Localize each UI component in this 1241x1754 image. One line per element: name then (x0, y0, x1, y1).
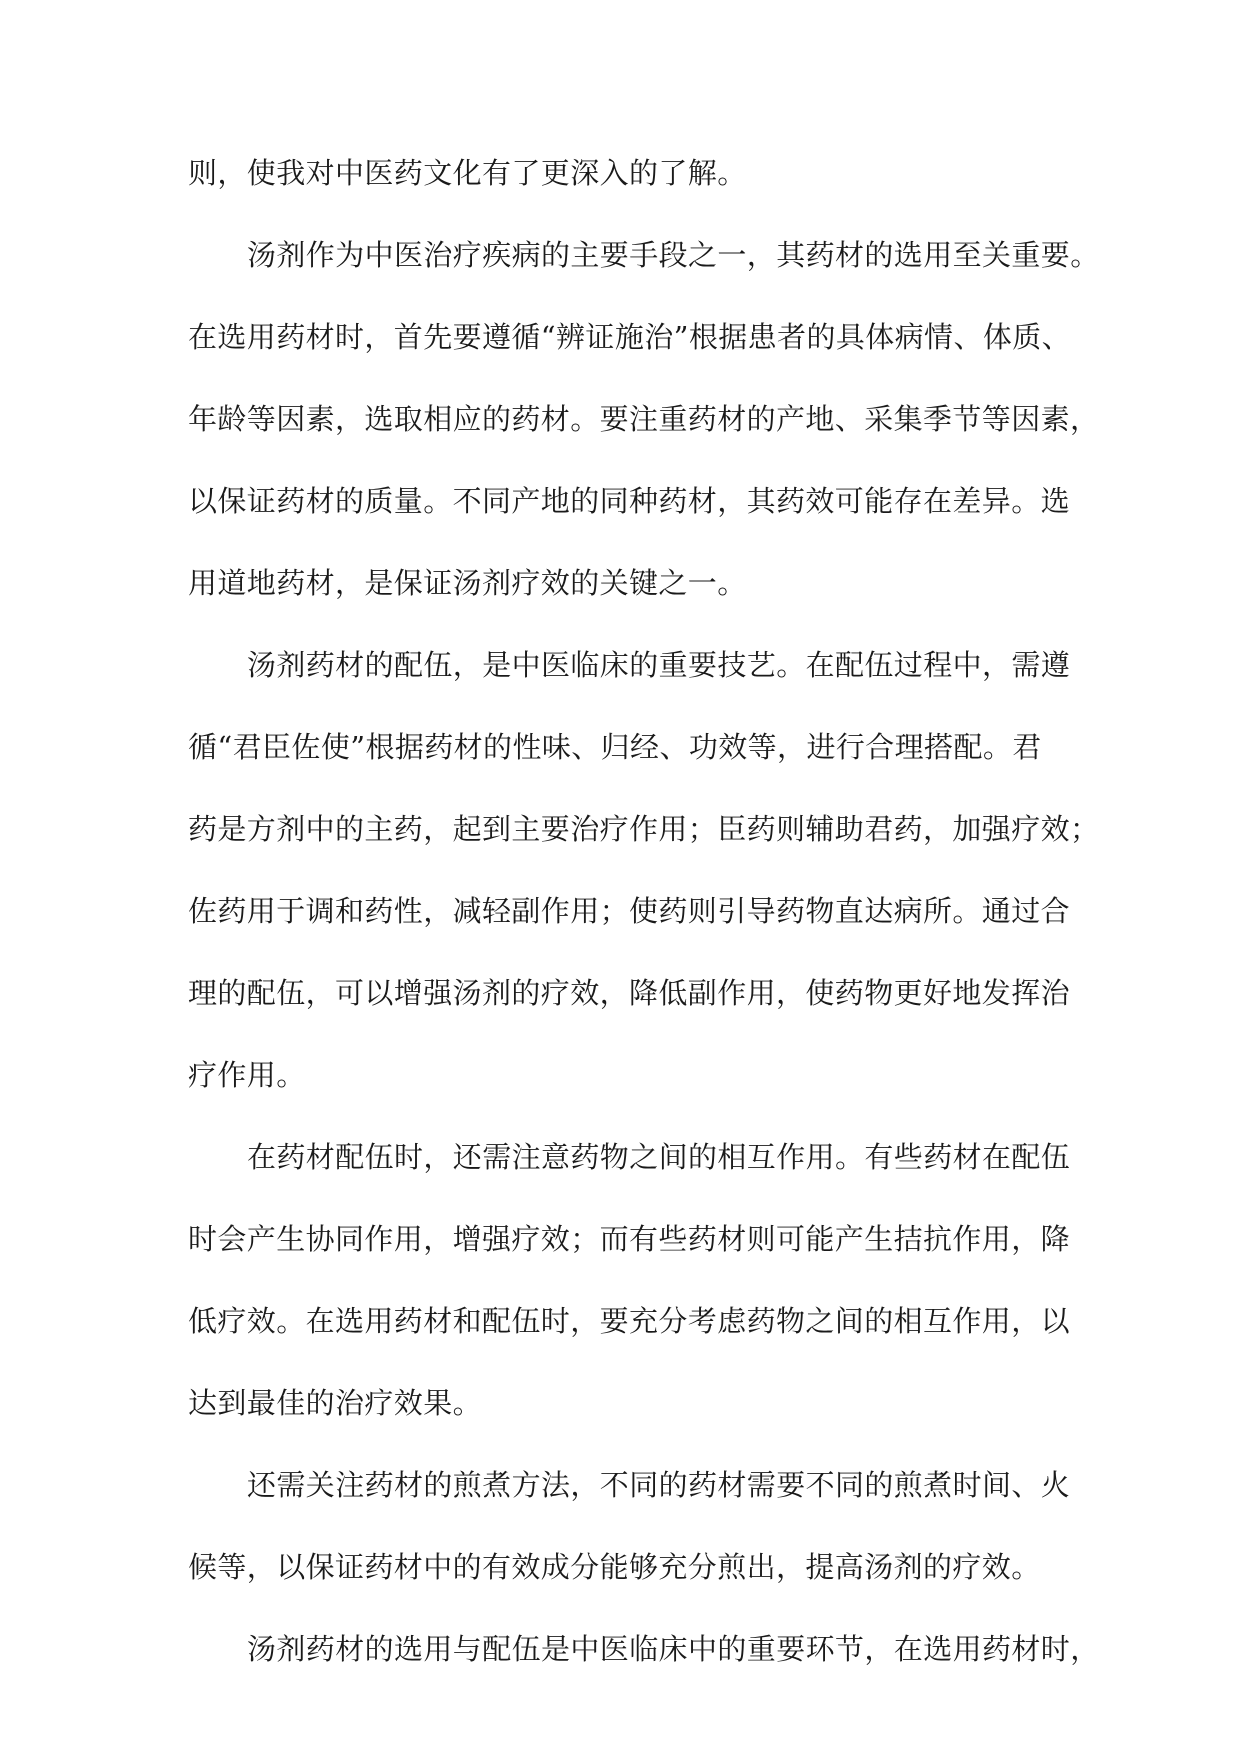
text-line: 时会产生协同作用，增强疗效；而有些药材则可能产生拮抗作用，降 (188, 1222, 1071, 1256)
text-line: 汤剂药材的配伍，是中医临床的重要技艺。在配伍过程中，需遵 (247, 648, 1071, 682)
text-line: 以保证药材的质量。不同产地的同种药材，其药效可能存在差异。选 (188, 484, 1071, 518)
text-line: 汤剂作为中医治疗疾病的主要手段之一，其药材的选用至关重要。 (247, 238, 1100, 272)
text-line: 还需关注药材的煎煮方法，不同的药材需要不同的煎煮时间、火 (247, 1468, 1071, 1502)
text-line: 理的配伍，可以增强汤剂的疗效，降低副作用，使药物更好地发挥治 (188, 976, 1071, 1010)
text-line: 药是方剂中的主药，起到主要治疗作用；臣药则辅助君药，加强疗效； (188, 812, 1100, 846)
text-line: 则，使我对中医药文化有了更深入的了解。 (188, 156, 747, 190)
text-line: 在药材配伍时，还需注意药物之间的相互作用。有些药材在配伍 (247, 1140, 1071, 1174)
text-line: 年龄等因素，选取相应的药材。要注重药材的产地、采集季节等因素， (188, 402, 1100, 436)
text-line: 循“君臣佐使”根据药材的性味、归经、功效等，进行合理搭配。君 (188, 730, 1042, 764)
text-line: 候等，以保证药材中的有效成分能够充分煎出，提高汤剂的疗效。 (188, 1550, 1041, 1584)
body-text (188, 138, 1100, 1696)
text-line: 用道地药材，是保证汤剂疗效的关键之一。 (188, 566, 747, 600)
text-line: 佐药用于调和药性，减轻副作用；使药则引导药物直达病所。通过合 (188, 894, 1071, 928)
text-line: 达到最佳的治疗效果。 (188, 1386, 483, 1420)
text-line: 疗作用。 (188, 1058, 306, 1092)
text-line: 低疗效。在选用药材和配伍时，要充分考虑药物之间的相互作用，以 (188, 1304, 1071, 1338)
text-line: 在选用药材时，首先要遵循“辨证施治”根据患者的具体病情、体质、 (188, 320, 1072, 354)
text-line: 汤剂药材的选用与配伍是中医临床中的重要环节，在选用药材时， (247, 1632, 1100, 1666)
